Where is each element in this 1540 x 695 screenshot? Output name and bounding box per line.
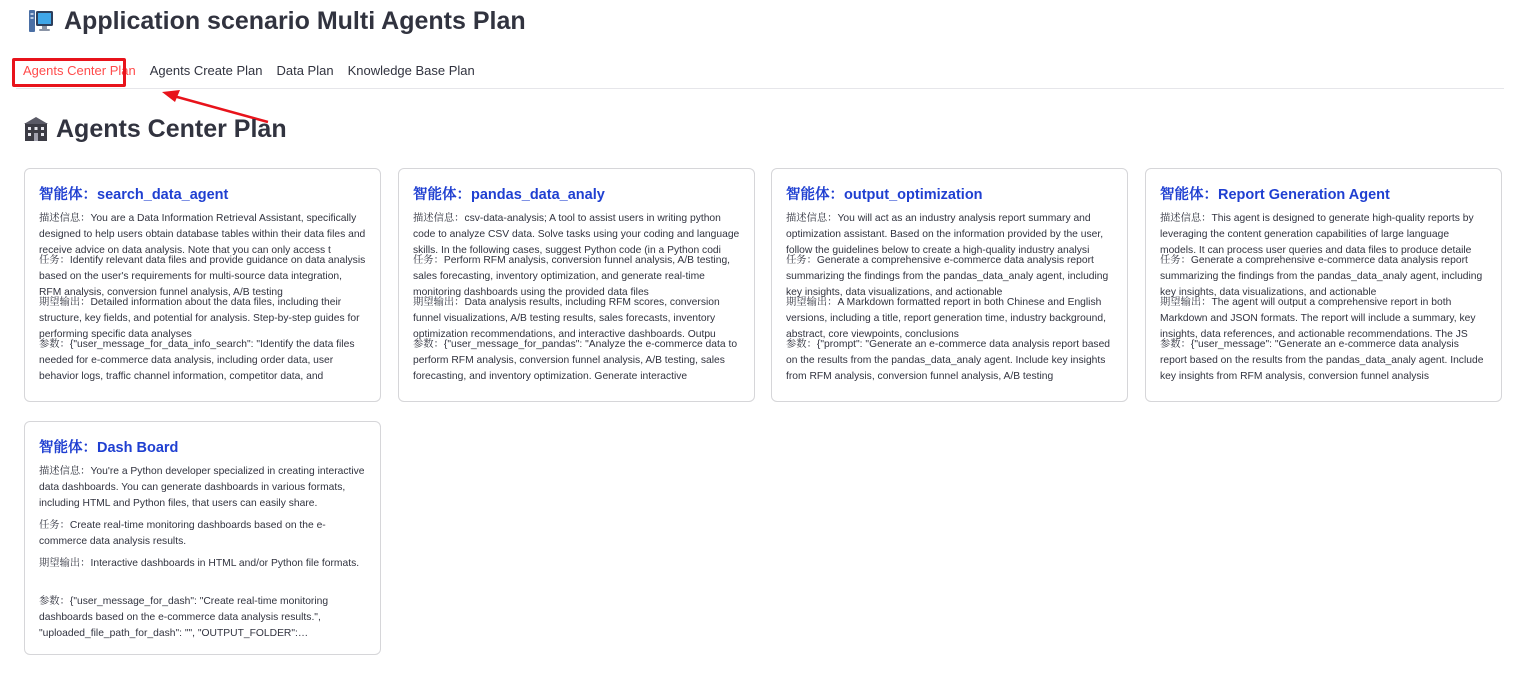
computer-icon <box>28 8 54 34</box>
agent-prefix: 智能体： <box>39 187 97 203</box>
task-text: Generate a comprehensive e-commerce data analysis report summarizing the findings from the pandas_data_analy agent, including key insights, data visualizations, and actionable <box>1160 255 1483 298</box>
params-text: {"user_message_for_dash": "Create real-time monitoring dashboards based on the e-commerce data analysis results.", "uploaded_file_path_for_dash": "", "OUTPUT_FOLDER":… <box>39 596 329 639</box>
agent-output <box>413 295 740 340</box>
task-label: 任务： <box>1160 255 1191 266</box>
params-text: {"prompt": "Generate an e-commerce data analysis report based on the results from the pandas_data_analy agent. Include key insights from RFM analysis, conversion funnel analysis, A/B testing <box>786 339 1111 382</box>
desc-text: You're a Python developer specialized in creating interactive data dashboards. You can generate dashboards in various formats, including HTML and Python files, that users can easily share. <box>39 466 365 509</box>
tab-knowledge-base-plan[interactable]: Knowledge Base Plan <box>347 63 475 78</box>
agent-description <box>413 211 740 256</box>
task-label: 任务： <box>39 520 70 531</box>
agent-card-title <box>1160 185 1487 205</box>
task-text: Identify relevant data files and provide guidance on data analysis based on the user's requirements for multi-source data integration, RFM analysis, conversion funnel analysis, A/B testing <box>39 255 366 298</box>
agent-description <box>39 464 366 512</box>
agent-params <box>39 337 366 382</box>
section-heading <box>22 111 287 147</box>
building-icon <box>22 115 50 143</box>
params-label: 参数： <box>413 339 444 350</box>
params-text: {"user_message_for_data_info_search": "Identify the data files needed for e-commerce data analysis, including order data, user behavior logs, traffic channel information, competitor data, and <box>39 339 355 382</box>
agent-card <box>1145 168 1502 402</box>
agent-output <box>786 295 1113 340</box>
output-text: Detailed information about the data files, including their structure, key fields, and potential for analysis. Step-by-step guides for performing specific data analyses <box>39 297 360 340</box>
agent-task <box>1160 253 1487 298</box>
agent-card <box>24 421 381 655</box>
desc-text: csv-data-analysis; A tool to assist users in writing python code to analyze CSV data. Solve tasks using your coding and language skills. In the following cases, suggest Python code (in a Python codi <box>413 213 740 256</box>
output-text: Interactive dashboards in HTML and/or Python file formats. <box>90 558 360 569</box>
output-label: 期望输出： <box>786 297 838 308</box>
output-text: The agent will output a comprehensive report in both Markdown and JSON formats. The report will include a summary, key insights, data references, and actionable recommendations. The JS <box>1160 297 1476 340</box>
task-label: 任务： <box>413 255 444 266</box>
tab-data-plan[interactable]: Data Plan <box>276 63 334 78</box>
agent-name: search_data_agent <box>97 187 229 203</box>
agent-task <box>39 518 366 550</box>
agent-name: pandas_data_analy <box>471 187 605 203</box>
params-text: {"user_message": "Generate an e-commerce data analysis report based on the results from the pandas_data_analy agent. Include key insights from RFM analysis, conversion funnel analysis <box>1160 339 1484 382</box>
output-label: 期望输出： <box>39 558 91 569</box>
agent-card-title <box>39 185 366 205</box>
agent-output <box>1160 295 1487 340</box>
desc-label: 描述信息： <box>39 213 91 224</box>
app-header <box>28 4 526 38</box>
desc-label: 描述信息： <box>413 213 465 224</box>
agent-prefix: 智能体： <box>786 187 844 203</box>
agent-name: output_optimization <box>844 187 983 203</box>
params-label: 参数： <box>1160 339 1191 350</box>
desc-text: You will act as an industry analysis report summary and optimization assistant. Based on the information provided by the user, follow the guidelines below to create a high-quality industry analysi <box>786 213 1104 256</box>
params-label: 参数： <box>39 339 70 350</box>
output-text: Data analysis results, including RFM scores, conversion funnel visualizations, A/B testing results, sales forecasts, inventory optimization recommendations, and interactive dashboards. Outpu <box>413 297 720 340</box>
annotation-highlight-box <box>12 58 126 87</box>
agent-name: Report Generation Agent <box>1218 187 1390 203</box>
agent-params <box>1160 337 1487 382</box>
params-label: 参数： <box>786 339 817 350</box>
agent-output <box>39 295 366 340</box>
app-title: Application scenario Multi Agents Plan <box>64 6 526 35</box>
agent-params <box>413 337 740 382</box>
task-text: Generate a comprehensive e-commerce data analysis report summarizing the findings from the pandas_data_analy agent, including key insights, data visualizations, and actionable <box>786 255 1109 298</box>
desc-label: 描述信息： <box>786 213 838 224</box>
agent-prefix: 智能体： <box>39 440 97 456</box>
agent-name: Dash Board <box>97 440 179 456</box>
output-label: 期望输出： <box>413 297 465 308</box>
agent-prefix: 智能体： <box>1160 187 1218 203</box>
desc-text: This agent is designed to generate high-quality reports by leveraging the content generation capabilities of large language models. It can process user queries and data files to produce detaile <box>1160 213 1474 256</box>
tab-agents-center-plan[interactable]: Agents Center Plan <box>23 63 136 78</box>
output-label: 期望输出： <box>39 297 91 308</box>
output-label: 期望输出： <box>1160 297 1212 308</box>
params-label: 参数： <box>39 596 70 607</box>
task-text: Create real-time monitoring dashboards based on the e-commerce data analysis results. <box>39 520 326 547</box>
agent-description <box>786 211 1113 256</box>
desc-text: You are a Data Information Retrieval Assistant, specifically designed to help users obtain database tables within their data files and receive advice on data analysis. Note that you can only access t <box>39 213 366 256</box>
task-label: 任务： <box>786 255 817 266</box>
agent-card-title <box>39 438 366 458</box>
agent-card <box>771 168 1128 402</box>
agent-task <box>413 253 740 298</box>
agent-task <box>786 253 1113 298</box>
section-title: Agents Center Plan <box>56 114 287 143</box>
agent-description <box>1160 211 1487 256</box>
params-text: {"user_message_for_pandas": "Analyze the e-commerce data to perform RFM analysis, conversion funnel analysis, A/B testing, sales forecasting, and inventory optimization. Generate interactive <box>413 339 738 382</box>
agent-output <box>39 556 366 588</box>
agent-task <box>39 253 366 298</box>
agent-params <box>39 594 366 642</box>
agent-card-title <box>786 185 1113 205</box>
agent-card-title <box>413 185 740 205</box>
agent-description <box>39 211 366 256</box>
desc-label: 描述信息： <box>39 466 91 477</box>
agent-card <box>398 168 755 402</box>
tab-agents-create-plan[interactable]: Agents Create Plan <box>149 63 263 78</box>
task-text: Perform RFM analysis, conversion funnel analysis, A/B testing, sales forecasting, inventory optimization, and generate real-time monitoring dashboards using the provided data files <box>413 255 731 298</box>
agent-prefix: 智能体： <box>413 187 471 203</box>
agent-card <box>24 168 381 402</box>
output-text: A Markdown formatted report in both Chinese and English versions, including a title, report generation time, industry background, abstract, core viewpoints, conclusions <box>786 297 1106 340</box>
task-label: 任务： <box>39 255 70 266</box>
desc-label: 描述信息： <box>1160 213 1212 224</box>
agent-params <box>786 337 1113 382</box>
